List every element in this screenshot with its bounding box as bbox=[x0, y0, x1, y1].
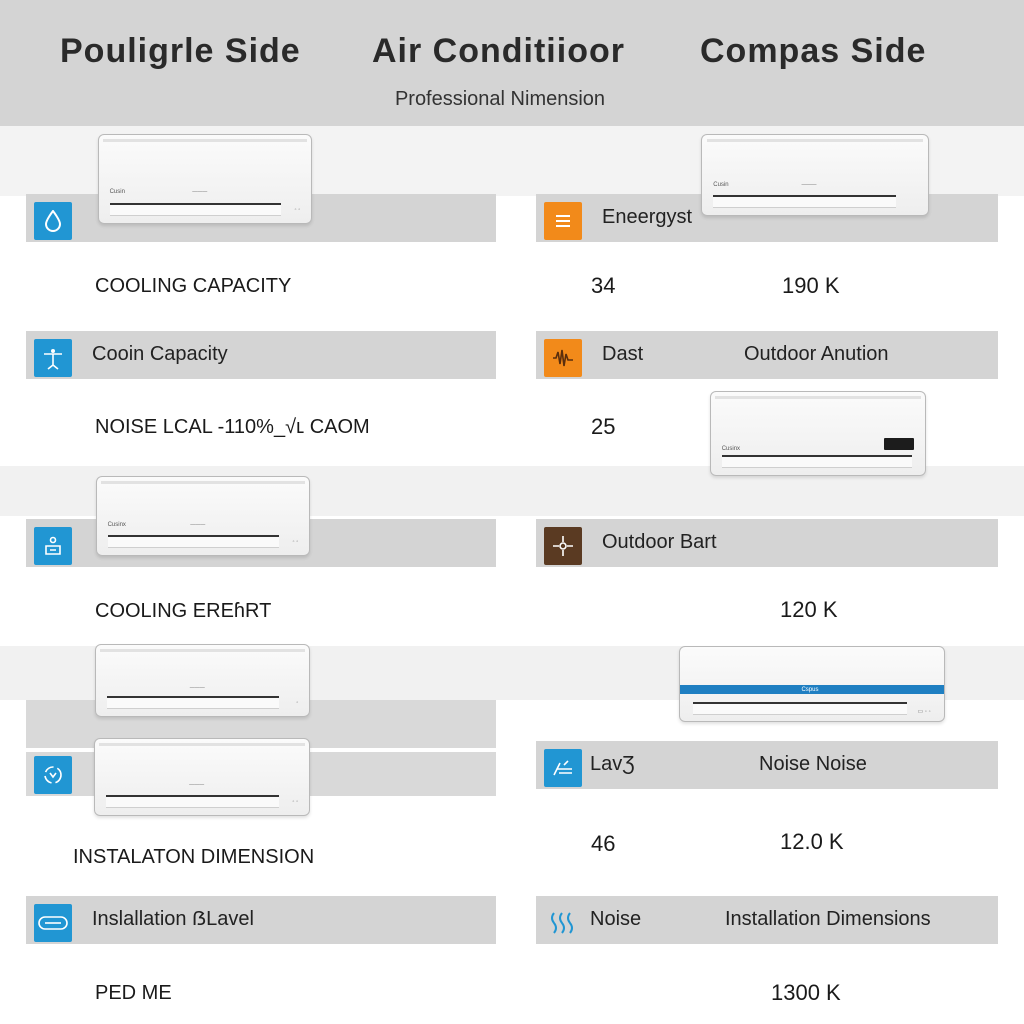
sound-wave-icon bbox=[544, 339, 582, 377]
airflow-icon bbox=[544, 749, 582, 787]
spec-bar-right-5 bbox=[536, 896, 998, 944]
bar-label-capacity: Cooin Capacity bbox=[92, 343, 228, 365]
title-left: Pouligrle Side bbox=[60, 32, 301, 70]
spec-value: 25 bbox=[591, 414, 616, 439]
spec-value: 1300 K bbox=[771, 980, 841, 1005]
bar-label-installation: Inslallation ẞLavel bbox=[92, 908, 254, 930]
spec-label: COOLING CAPACITY bbox=[95, 275, 292, 297]
bar-label-energy: Eneergyst bbox=[602, 206, 693, 228]
ac-unit-image: Cusin ——— ◦ ◦ bbox=[98, 134, 312, 224]
spec-bar-left-5 bbox=[26, 896, 496, 944]
spec-bar-left-2 bbox=[26, 331, 496, 379]
bar-label-outdoor-bart: Outdoor Bart bbox=[602, 531, 717, 553]
spec-label: COOLING EREɦRT bbox=[95, 600, 272, 622]
bar-label-lave: LavƷ bbox=[590, 753, 635, 775]
badge-icon bbox=[34, 904, 72, 942]
bar-label-dast: Dast bbox=[602, 343, 644, 365]
bar-label-noise: Noise Noise bbox=[759, 753, 867, 775]
spec-label: PED ME bbox=[95, 982, 172, 1004]
spec-label: INSTALATON DIMENSION bbox=[73, 846, 315, 868]
ac-unit-image: ——— ◦ ◦ bbox=[94, 738, 310, 816]
ac-unit-image: Cspus ▭ ◦ ◦ bbox=[679, 646, 945, 722]
fan-person-icon bbox=[34, 339, 72, 377]
title-right: Compas Side bbox=[700, 32, 927, 70]
spec-value: 12.0 K bbox=[780, 829, 844, 854]
ac-unit-image: Cusinx ——— ◦ ◦ bbox=[96, 476, 310, 556]
person-cool-icon bbox=[34, 527, 72, 565]
wave-icon bbox=[544, 904, 582, 942]
spec-value: 34 bbox=[591, 273, 616, 298]
spec-value: 190 K bbox=[782, 273, 840, 298]
spec-label: NOISE LCAL -110%_√ʟ CAOM bbox=[95, 416, 370, 438]
spec-bar-right-4 bbox=[536, 741, 998, 789]
ac-unit-image: Cusin ——— bbox=[701, 134, 929, 216]
spec-bar-right-3 bbox=[536, 519, 998, 567]
ac-unit-image: Cusinx bbox=[710, 391, 926, 476]
title-center: Air Conditiioor bbox=[372, 32, 625, 70]
spec-value: 46 bbox=[591, 831, 616, 856]
bar-label-noise-2: Noise bbox=[590, 908, 642, 930]
spec-value: 120 K bbox=[780, 597, 838, 622]
recycle-icon bbox=[34, 756, 72, 794]
ac-unit-image: ——— ◦ bbox=[95, 644, 310, 717]
bar-label-installation-dimensions: Installation Dimensions bbox=[725, 908, 931, 930]
compass-icon bbox=[544, 527, 582, 565]
subtitle: Professional Nimension bbox=[394, 88, 606, 110]
energy-icon bbox=[544, 202, 582, 240]
water-drop-icon bbox=[34, 202, 72, 240]
bar-label-outdoor: Outdoor Anution bbox=[744, 343, 889, 365]
spec-bar-right-2 bbox=[536, 331, 998, 379]
